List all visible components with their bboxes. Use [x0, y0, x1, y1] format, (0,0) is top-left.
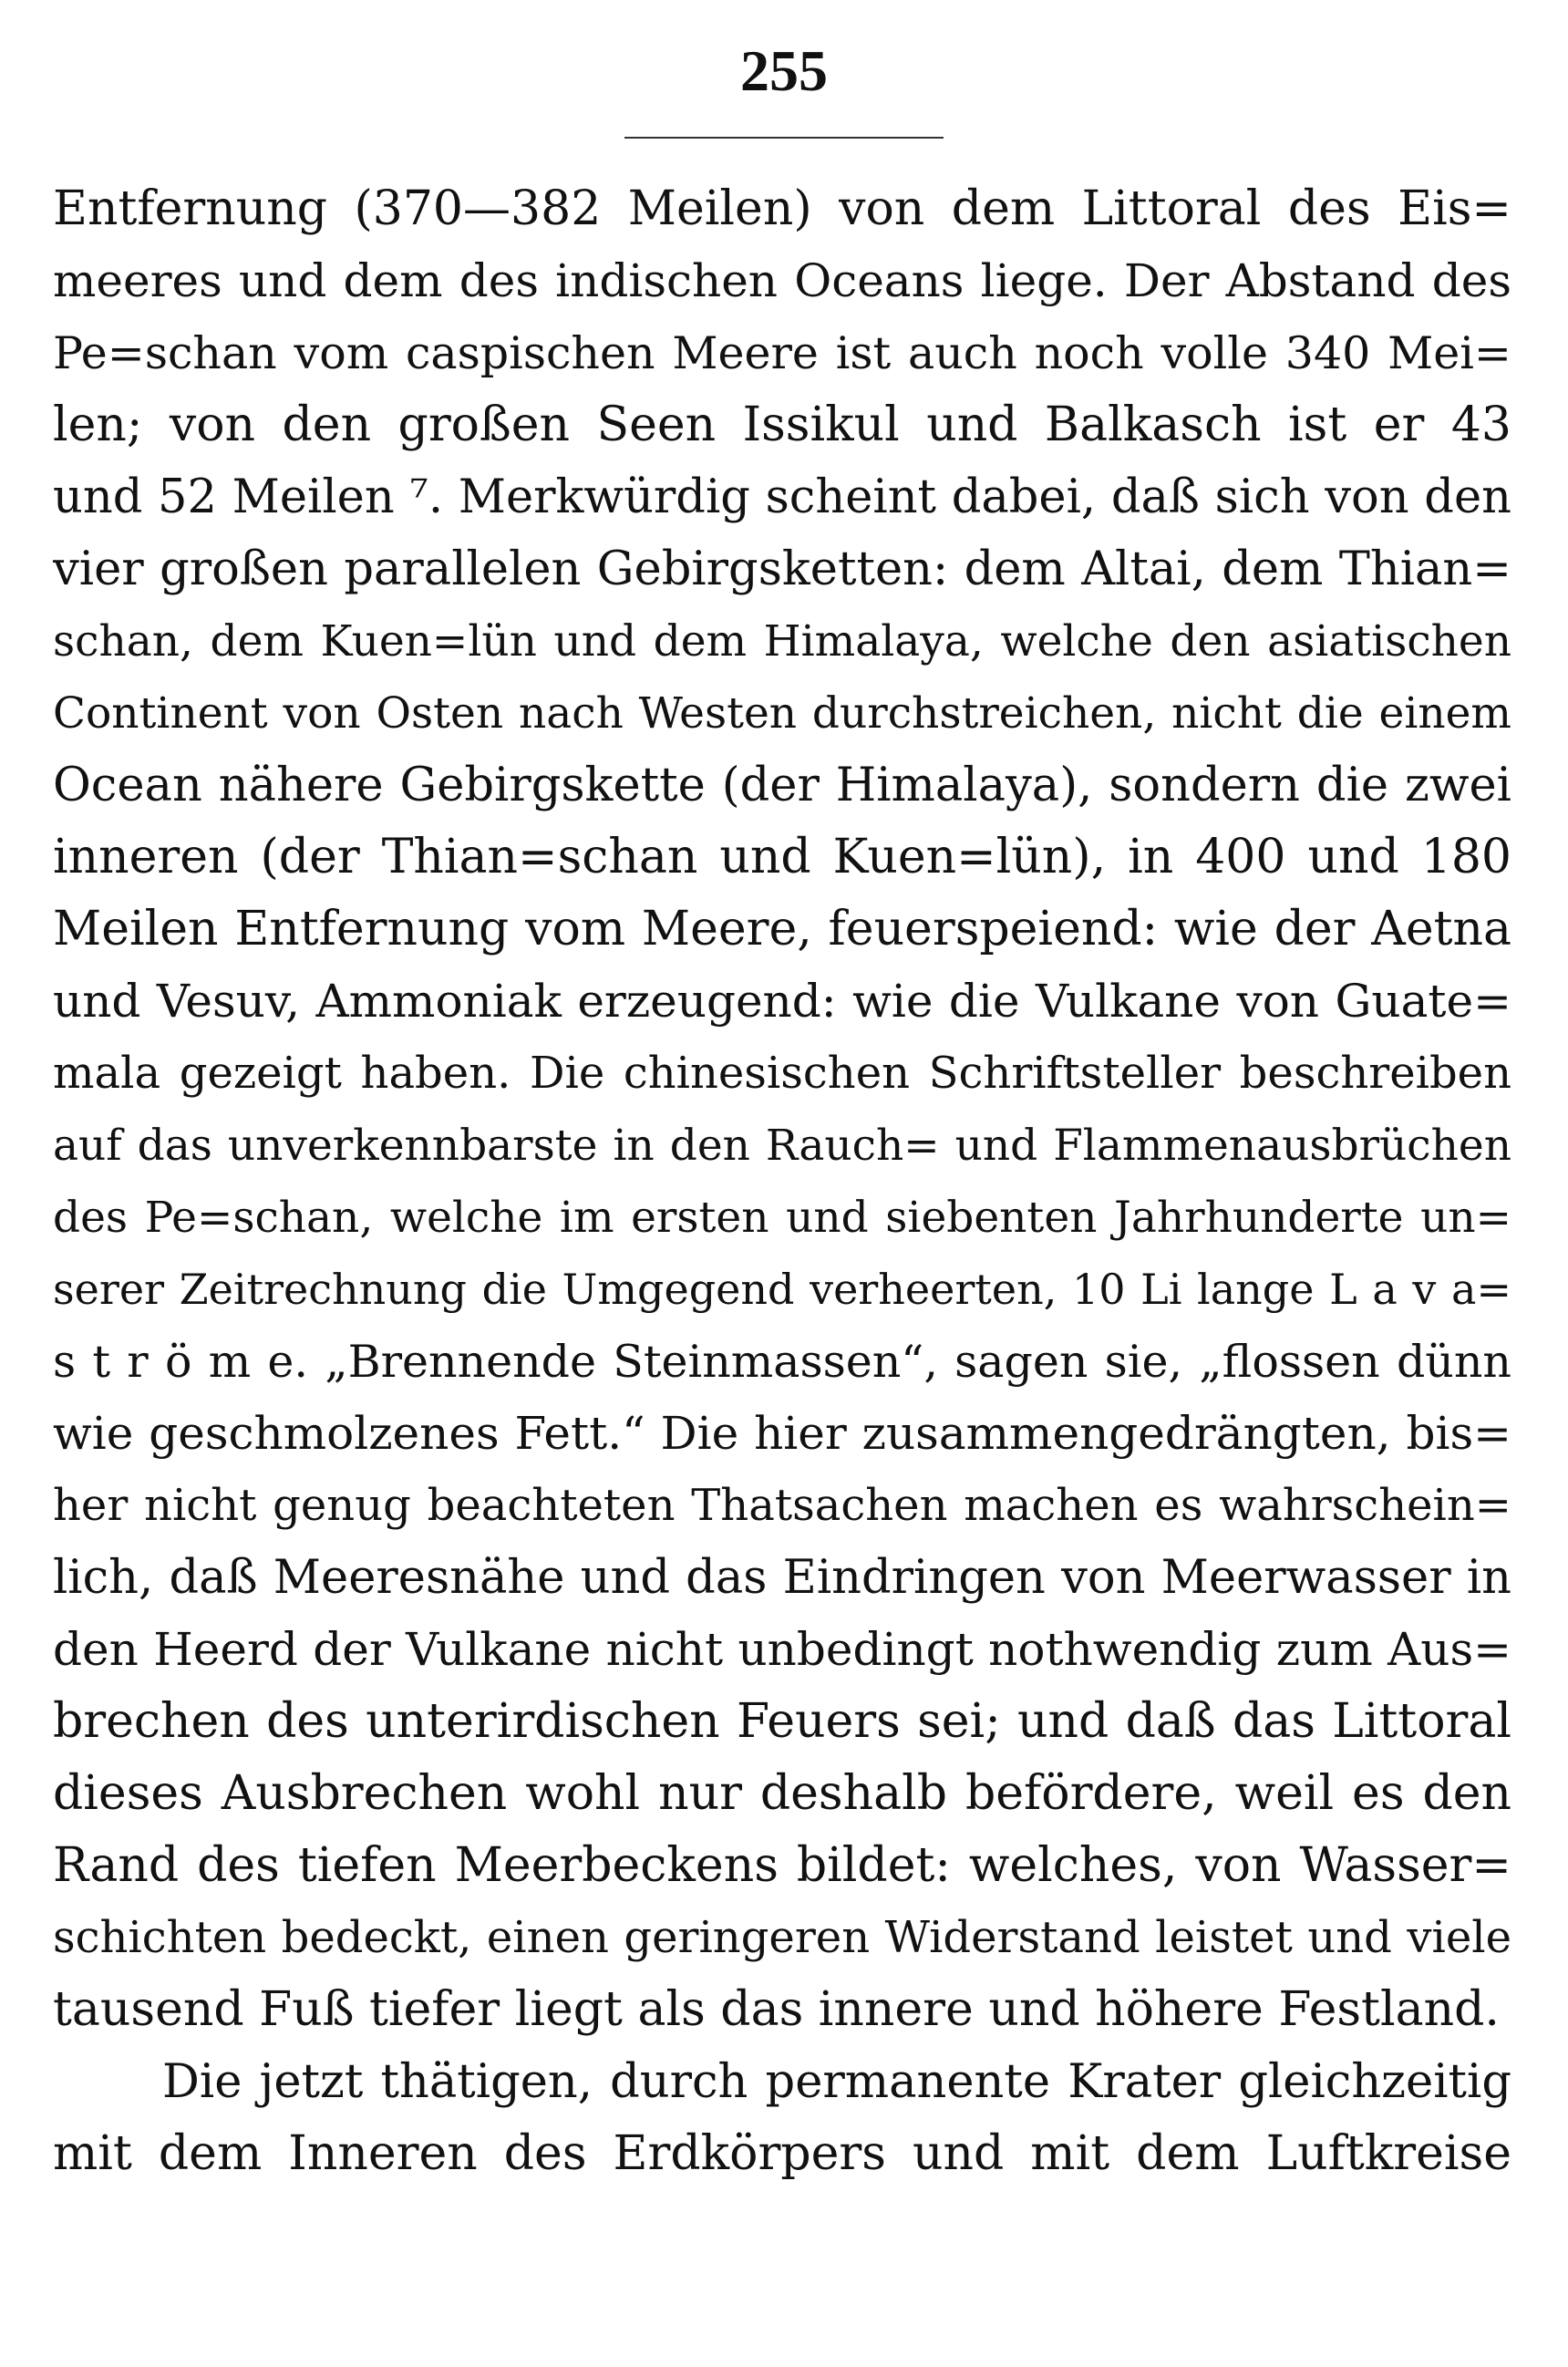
text-line: s t r ö m e. „Brennende Steinmassen“, sagen sie, „flossen dünn — [53, 1336, 1511, 1388]
text-line: wie geschmolzenes Fett.“ Die hier zusammengedrängten, bis= — [53, 1407, 1511, 1460]
text-line: des Pe=schan, welche im ersten und siebenten Jahrhunderte un= — [53, 1193, 1511, 1243]
paragraph-end-line: tausend Fuß tiefer liegt als das innere und höhere Festland. — [53, 1982, 1500, 2037]
text-line: Continent von Osten nach Westen durchstreichen, nicht die einem — [53, 688, 1511, 739]
text-line: Pe=schan vom caspischen Meere ist auch noch volle 340 Mei= — [53, 327, 1511, 379]
text-line: Ocean nähere Gebirgskette (der Himalaya), sondern die zwei — [53, 759, 1511, 812]
text-line: Rand des tiefen Meerbeckens bildet: welches, von Wasser= — [53, 1838, 1511, 1893]
text-line: mala gezeigt haben. Die chinesischen Schriftsteller beschreiben — [53, 1048, 1511, 1099]
page-number: 255 — [740, 38, 828, 103]
text-line: schan, dem Kuen=lün und dem Himalaya, welche den asiatischen — [53, 616, 1511, 667]
text-line: und 52 Meilen ⁷. Merkwürdig scheint dabei, daß sich von den — [53, 470, 1511, 524]
text-line: len; von den großen Seen Issikul und Balkasch ist er 43 — [53, 398, 1511, 452]
body-text — [53, 173, 1511, 2190]
text-line: serer Zeitrechnung die Umgegend verheerten, 10 Li lange L a v a= — [53, 1265, 1511, 1314]
text-line: her nicht genug beachteten Thatsachen machen es wahrschein= — [53, 1480, 1511, 1531]
text-line: vier großen parallelen Gebirgsketten: dem Altai, dem Thian= — [53, 543, 1511, 596]
text-line: Meilen Entfernung vom Meere, feuerspeiend: wie der Aetna — [53, 902, 1511, 956]
text-line: brechen des unterirdischen Feuers sei; und daß das Littoral — [53, 1694, 1511, 1749]
paragraph-start-line: Die jetzt thätigen, durch permanente Krater gleichzeitig — [162, 2055, 1511, 2109]
text-line: inneren (der Thian=schan und Kuen=lün), in 400 und 180 — [53, 830, 1511, 884]
text-line: mit dem Inneren des Erdkörpers und mit dem Luftkreise — [53, 2126, 1511, 2181]
header-rule — [624, 137, 944, 139]
text-line: und Vesuv, Ammoniak erzeugend: wie die Vulkane von Guate= — [53, 975, 1511, 1028]
text-line: lich, daß Meeresnähe und das Eindringen von Meerwasser in — [53, 1551, 1511, 1605]
text-line: den Heerd der Vulkane nicht unbedingt nothwendig zum Aus= — [53, 1623, 1511, 1676]
text-line: auf das unverkennbarste in den Rauch= und Flammenausbrüchen — [53, 1121, 1511, 1171]
text-line: schichten bedeckt, einen geringeren Widerstand leistet und viele — [53, 1912, 1511, 1963]
text-line: Entfernung (370—382 Meilen) von dem Littoral des Eis= — [53, 181, 1511, 236]
text-line: meeres und dem des indischen Oceans liege. Der Abstand des — [53, 254, 1511, 307]
text-line: dieses Ausbrechen wohl nur deshalb befördere, weil es den — [53, 1766, 1511, 1821]
